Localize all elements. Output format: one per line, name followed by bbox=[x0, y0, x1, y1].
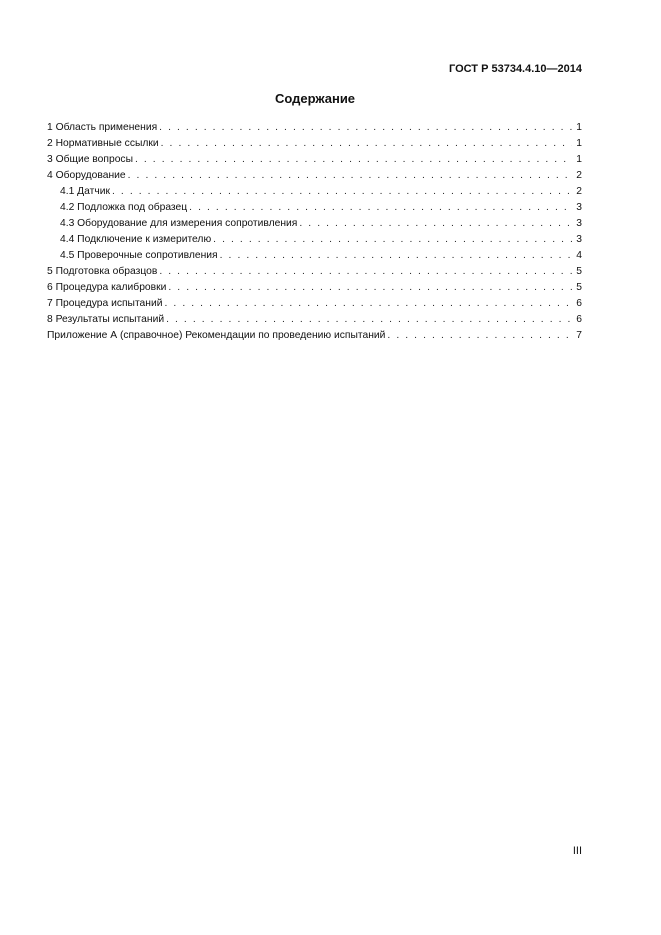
toc-entry-page: 1 bbox=[576, 122, 582, 133]
toc-leader-dots bbox=[213, 232, 572, 248]
toc-leader-dots bbox=[168, 280, 572, 296]
toc-entry-page: 3 bbox=[576, 218, 582, 229]
toc-entry-page: 2 bbox=[576, 170, 582, 181]
toc-leader-dots bbox=[161, 136, 572, 152]
toc-subentry[interactable] bbox=[47, 232, 582, 248]
toc-entry-page: 1 bbox=[576, 154, 582, 165]
toc-leader-dots bbox=[128, 168, 572, 184]
toc-entry-page: 2 bbox=[576, 186, 582, 197]
toc-entry-label: 4.4 Подключение к измерителю bbox=[60, 234, 212, 245]
toc-leader-dots bbox=[112, 184, 572, 200]
document-code: ГОСТ Р 53734.4.10—2014 bbox=[448, 63, 582, 75]
toc-leader-dots bbox=[387, 328, 572, 344]
toc-entry[interactable] bbox=[47, 312, 582, 328]
toc-leader-dots bbox=[164, 296, 572, 312]
toc-entry-page: 6 bbox=[576, 314, 582, 325]
toc-subentry[interactable] bbox=[47, 216, 582, 232]
toc-entry[interactable] bbox=[47, 120, 582, 136]
toc-entry-label: 4.1 Датчик bbox=[60, 186, 110, 197]
toc-entry-label: 4.3 Оборудование для измерения сопротивления bbox=[60, 218, 298, 229]
toc-entry[interactable] bbox=[47, 296, 582, 312]
toc-entry[interactable] bbox=[47, 152, 582, 168]
toc-entry-label: 2 Нормативные ссылки bbox=[47, 138, 159, 149]
toc-entry[interactable] bbox=[47, 136, 582, 152]
toc-entry-label: 4 Оборудование bbox=[47, 170, 126, 181]
toc-leader-dots bbox=[189, 200, 572, 216]
toc-leader-dots bbox=[159, 120, 572, 136]
toc-entry-page: 3 bbox=[576, 202, 582, 213]
toc-entry-label: 8 Результаты испытаний bbox=[47, 314, 165, 325]
table-of-contents bbox=[47, 120, 582, 344]
toc-entry[interactable] bbox=[47, 168, 582, 184]
toc-leader-dots bbox=[220, 248, 572, 264]
toc-entry-page: 5 bbox=[576, 266, 582, 277]
toc-entry-page: 7 bbox=[576, 330, 582, 341]
toc-entry-page: 4 bbox=[576, 250, 582, 261]
toc-subentry[interactable] bbox=[47, 184, 582, 200]
toc-entry-label: 5 Подготовка образцов bbox=[47, 266, 158, 277]
toc-leader-dots bbox=[159, 264, 572, 280]
toc-leader-dots bbox=[166, 312, 572, 328]
page-number: III bbox=[572, 845, 582, 857]
toc-entry-label: 1 Область применения bbox=[47, 122, 158, 133]
toc-entry[interactable] bbox=[47, 328, 582, 344]
toc-entry-page: 1 bbox=[576, 138, 582, 149]
toc-entry-label: 6 Процедура калибровки bbox=[47, 282, 167, 293]
toc-leader-dots bbox=[299, 216, 572, 232]
toc-entry-page: 6 bbox=[576, 298, 582, 309]
toc-entry-label: Приложение А (справочное) Рекомендации по проведению испытаний bbox=[47, 330, 386, 341]
toc-entry[interactable] bbox=[47, 264, 582, 280]
toc-entry-label: 3 Общие вопросы bbox=[47, 154, 133, 165]
toc-entry-page: 3 bbox=[576, 234, 582, 245]
toc-entry-page: 5 bbox=[576, 282, 582, 293]
toc-subentry[interactable] bbox=[47, 200, 582, 216]
toc-entry-label: 4.2 Подложка под образец bbox=[60, 202, 188, 213]
toc-title: Содержание bbox=[274, 91, 356, 106]
toc-subentry[interactable] bbox=[47, 248, 582, 264]
toc-entry-label: 4.5 Проверочные сопротивления bbox=[60, 250, 218, 261]
toc-entry[interactable] bbox=[47, 280, 582, 296]
toc-entry-label: 7 Процедура испытаний bbox=[47, 298, 163, 309]
toc-leader-dots bbox=[135, 152, 572, 168]
